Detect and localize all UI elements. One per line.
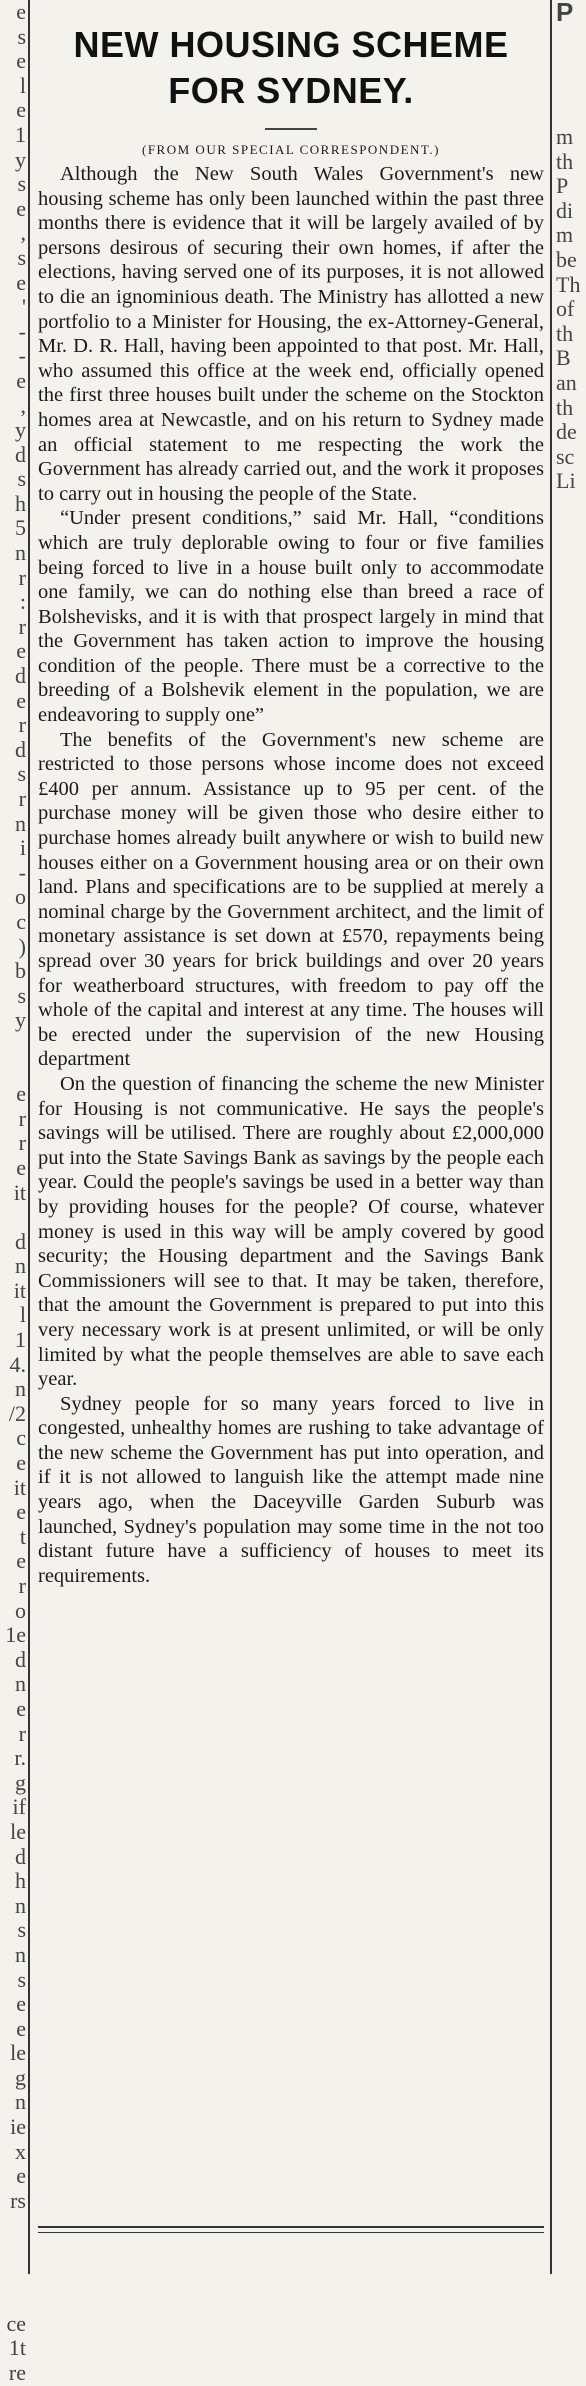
headline-divider xyxy=(265,128,317,130)
column-rule-right xyxy=(550,0,552,2274)
column-rule-left xyxy=(28,0,30,2274)
paragraph: On the question of financing the scheme the new Minister for Housing is not communicative. He says the people's savings will be utilised. There are roughly about £2,000,000 put into the State Savings Bank as savings by the people each year. Could the people's savings be used in a better way than by providing houses for the people? Of course, whatever money is used in this way will be amply covered by good security; the Housing department and the Savings Bank Commissioners will see to that. It may be taken, therefore, that the amount the Government is prepared to put into this very necessary work is at present unlimited, or will be only limited by what the people themselves are able to save each year. xyxy=(38,1072,544,1391)
article-end-rule xyxy=(38,2226,544,2228)
next-column-fragment xyxy=(556,0,586,2274)
headline: NEW HOUSING SCHEME FOR SYDNEY. xyxy=(73,24,509,111)
previous-column-fragment: e s e l e 1 y s e , s e ' - - e , y d s h 5 n r : r e d e r d s r n i - o c ) b s y e r r e it d n it l 1 4. n /2 c e it e t e r o 1e d n e r r. g if le d h n s n s e e le g n ie x e rs ce 1t re xyxy=(5,0,26,2385)
paragraph: Although the New South Wales Government's new housing scheme has only been launched within the past three months there is evidence that it will be largely availed of by persons desirous of securing their own homes, if after the elections, having served one of its purposes, it is not allowed to die an ignominious death. The Ministry has allotted a new portfolio to a Minister for Housing, the ex-Attorney-General, Mr. D. R. Hall, having been appointed to that post. Mr. Hall, who assumed this office at the week end, officially opened the first three houses built under the scheme on the Stockton homes area at Newcastle, and on his return to Sydney made an official statement to me respecting the work the Government has already carried out, and the work it proposes to carry out in housing the people of the State. xyxy=(38,163,544,505)
article xyxy=(38,14,544,1588)
article-end-rule-thin xyxy=(38,2232,544,2233)
byline: (FROM OUR SPECIAL CORRESPONDENT.) xyxy=(142,142,440,157)
paragraph: Sydney people for so many years forced to live in congested, unhealthy homes are rushing to take advantage of the new scheme the Government has put into operation, and if it is not allowed to languish like the attempt made nine years ago, when the Daceyville Garden Suburb was launched, Sydney's population may some time in the not too distant future have a sufficiency of houses to meet its requirements. xyxy=(38,1392,544,1587)
next-column-headline-fragment: P xyxy=(556,0,574,27)
next-column-text-fragment: m th P di m be Th of th B an th de sc Li xyxy=(556,123,581,494)
paragraph: “Under present conditions,” said Mr. Hall, “conditions which are truly deplorable owing to four or five families being forced to live in a house built only to accommodate one family, we can do nothing else than breed a race of Bolshevisks, and it is with that prospect largely in mind that the Government has taken action to improve the housing condition of the people. There must be a corrective to the breeding of a Bolshevik element in the population, we are endeavoring to supply one” xyxy=(38,507,544,727)
article-body xyxy=(38,162,544,1588)
paragraph: The benefits of the Government's new scheme are restricted to those persons whose income does not exceed £400 per annum. Assistance up to 95 per cent. of the purchase money will be given those who desire either to purchase homes already built anywhere or wish to build new houses either on a Government housing area or on their own land. Plans and specifications are to be supplied at merely a nominal charge by the Government architect, and the limit of monetary assistance is set down at £570, repayments being spread over 30 years for brick buildings and over 20 years for weatherboard structures, with freedom to pay off the whole of the capital and interest at any time. The houses will be erected under the supervision of the new Housing department xyxy=(38,728,544,1071)
